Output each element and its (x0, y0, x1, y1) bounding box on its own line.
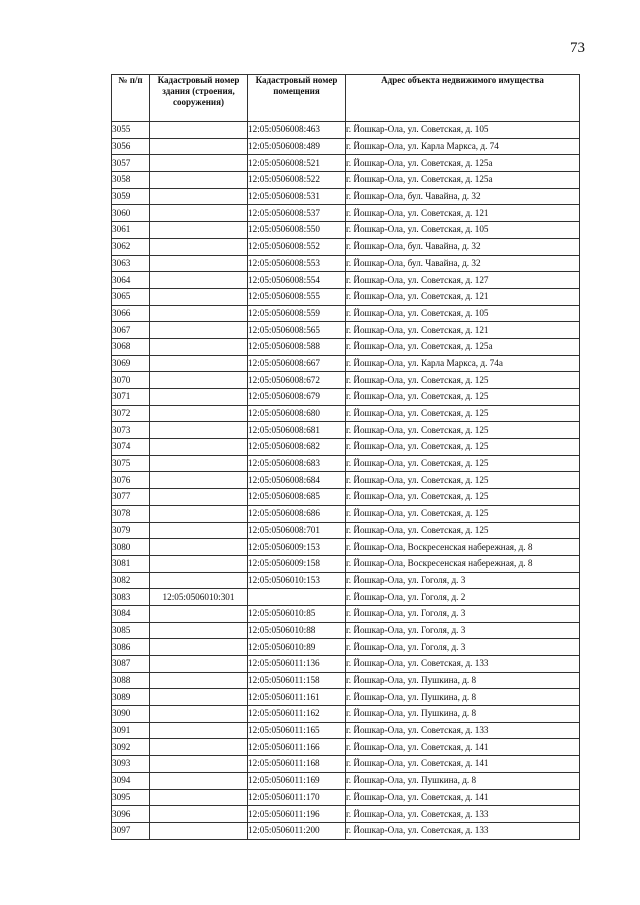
building-cadastral-cell (150, 355, 248, 372)
table-row (112, 138, 580, 155)
address-cell: г. Йошкар-Ола, ул. Гоголя, д. 3 (346, 639, 580, 656)
room-cadastral-cell: 12:05:0506011:196 (248, 806, 346, 823)
room-cadastral-cell: 12:05:0506011:158 (248, 672, 346, 689)
building-cadastral-cell (150, 689, 248, 706)
building-cadastral-cell (150, 255, 248, 272)
row-number-cell: 3062 (112, 238, 150, 255)
building-cadastral-cell (150, 405, 248, 422)
room-cadastral-cell: 12:05:0506011:200 (248, 822, 346, 839)
row-number-cell: 3091 (112, 722, 150, 739)
address-cell: г. Йошкар-Ола, Воскресенская набережная, д. 8 (346, 555, 580, 572)
table-row (112, 672, 580, 689)
address-cell: г. Йошкар-Ола, ул. Советская, д. 127 (346, 272, 580, 289)
table-row (112, 338, 580, 355)
room-cadastral-cell: 12:05:0506008:684 (248, 472, 346, 489)
row-number-cell: 3078 (112, 505, 150, 522)
address-cell: г. Йошкар-Ола, ул. Советская, д. 125 (346, 372, 580, 389)
address-cell: г. Йошкар-Ола, ул. Советская, д. 121 (346, 322, 580, 339)
room-cadastral-cell: 12:05:0506008:588 (248, 338, 346, 355)
building-cadastral-cell (150, 155, 248, 172)
building-cadastral-cell (150, 522, 248, 539)
address-cell: г. Йошкар-Ола, ул. Советская, д. 121 (346, 205, 580, 222)
row-number-cell: 3087 (112, 656, 150, 673)
address-cell: г. Йошкар-Ола, ул. Гоголя, д. 2 (346, 589, 580, 606)
table-row (112, 489, 580, 506)
table-row (112, 255, 580, 272)
address-cell: г. Йошкар-Ола, ул. Советская, д. 141 (346, 756, 580, 773)
header-room-cadastral: Кадастровый номер помещения (248, 75, 346, 122)
building-cadastral-cell (150, 472, 248, 489)
room-cadastral-cell: 12:05:0506011:166 (248, 739, 346, 756)
table-row (112, 555, 580, 572)
building-cadastral-cell (150, 288, 248, 305)
room-cadastral-cell: 12:05:0506008:521 (248, 155, 346, 172)
row-number-cell: 3085 (112, 622, 150, 639)
address-cell: г. Йошкар-Ола, ул. Советская, д. 125 (346, 389, 580, 406)
row-number-cell: 3061 (112, 222, 150, 239)
address-cell: г. Йошкар-Ола, ул. Советская, д. 125а (346, 338, 580, 355)
room-cadastral-cell: 12:05:0506008:554 (248, 272, 346, 289)
row-number-cell: 3059 (112, 188, 150, 205)
row-number-cell: 3066 (112, 305, 150, 322)
table-row (112, 722, 580, 739)
row-number-cell: 3076 (112, 472, 150, 489)
building-cadastral-cell (150, 305, 248, 322)
room-cadastral-cell: 12:05:0506011:162 (248, 706, 346, 723)
room-cadastral-cell: 12:05:0506008:522 (248, 172, 346, 189)
address-cell: г. Йошкар-Ола, ул. Советская, д. 105 (346, 222, 580, 239)
table-row (112, 188, 580, 205)
row-number-cell: 3071 (112, 389, 150, 406)
row-number-cell: 3079 (112, 522, 150, 539)
row-number-cell: 3084 (112, 605, 150, 622)
address-cell: г. Йошкар-Ола, ул. Пушкина, д. 8 (346, 772, 580, 789)
room-cadastral-cell: 12:05:0506010:88 (248, 622, 346, 639)
table-row (112, 706, 580, 723)
room-cadastral-cell: 12:05:0506008:685 (248, 489, 346, 506)
address-cell: г. Йошкар-Ола, ул. Советская, д. 141 (346, 789, 580, 806)
address-cell: г. Йошкар-Ола, ул. Советская, д. 125а (346, 155, 580, 172)
room-cadastral-cell (248, 589, 346, 606)
building-cadastral-cell (150, 205, 248, 222)
room-cadastral-cell: 12:05:0506008:463 (248, 122, 346, 139)
building-cadastral-cell (150, 739, 248, 756)
table-row (112, 405, 580, 422)
row-number-cell: 3083 (112, 589, 150, 606)
building-cadastral-cell (150, 122, 248, 139)
building-cadastral-cell (150, 822, 248, 839)
row-number-cell: 3089 (112, 689, 150, 706)
room-cadastral-cell: 12:05:0506009:158 (248, 555, 346, 572)
room-cadastral-cell: 12:05:0506008:680 (248, 405, 346, 422)
table-row (112, 689, 580, 706)
address-cell: г. Йошкар-Ола, ул. Советская, д. 105 (346, 122, 580, 139)
room-cadastral-cell: 12:05:0506008:701 (248, 522, 346, 539)
room-cadastral-cell: 12:05:0506008:552 (248, 238, 346, 255)
building-cadastral-cell: 12:05:0506010:301 (150, 589, 248, 606)
building-cadastral-cell (150, 672, 248, 689)
building-cadastral-cell (150, 639, 248, 656)
table-row (112, 639, 580, 656)
room-cadastral-cell: 12:05:0506008:555 (248, 288, 346, 305)
row-number-cell: 3067 (112, 322, 150, 339)
table-row (112, 155, 580, 172)
table-row (112, 656, 580, 673)
table-row (112, 439, 580, 456)
row-number-cell: 3065 (112, 288, 150, 305)
building-cadastral-cell (150, 772, 248, 789)
header-building-cadastral: Кадастровый номер здания (строения, сооружения) (150, 75, 248, 122)
room-cadastral-cell: 12:05:0506008:686 (248, 505, 346, 522)
room-cadastral-cell: 12:05:0506008:559 (248, 305, 346, 322)
building-cadastral-cell (150, 605, 248, 622)
row-number-cell: 3080 (112, 539, 150, 556)
table-row (112, 322, 580, 339)
table-row (112, 772, 580, 789)
room-cadastral-cell: 12:05:0506011:161 (248, 689, 346, 706)
table-row (112, 539, 580, 556)
address-cell: г. Йошкар-Ола, ул. Советская, д. 125 (346, 405, 580, 422)
address-cell: г. Йошкар-Ола, ул. Советская, д. 125 (346, 522, 580, 539)
building-cadastral-cell (150, 372, 248, 389)
address-cell: г. Йошкар-Ола, ул. Советская, д. 125 (346, 505, 580, 522)
row-number-cell: 3097 (112, 822, 150, 839)
row-number-cell: 3092 (112, 739, 150, 756)
address-cell: г. Йошкар-Ола, Воскресенская набережная, д. 8 (346, 539, 580, 556)
row-number-cell: 3069 (112, 355, 150, 372)
building-cadastral-cell (150, 172, 248, 189)
row-number-cell: 3056 (112, 138, 150, 155)
table-row (112, 806, 580, 823)
building-cadastral-cell (150, 622, 248, 639)
table-row (112, 305, 580, 322)
header-num: № п/п (112, 75, 150, 122)
row-number-cell: 3063 (112, 255, 150, 272)
building-cadastral-cell (150, 505, 248, 522)
address-cell: г. Йошкар-Ола, ул. Гоголя, д. 3 (346, 622, 580, 639)
table-row (112, 355, 580, 372)
row-number-cell: 3077 (112, 489, 150, 506)
address-cell: г. Йошкар-Ола, бул. Чавайна, д. 32 (346, 255, 580, 272)
room-cadastral-cell: 12:05:0506010:85 (248, 605, 346, 622)
building-cadastral-cell (150, 706, 248, 723)
table-row (112, 822, 580, 839)
address-cell: г. Йошкар-Ола, ул. Карла Маркса, д. 74а (346, 355, 580, 372)
room-cadastral-cell: 12:05:0506011:169 (248, 772, 346, 789)
building-cadastral-cell (150, 455, 248, 472)
row-number-cell: 3082 (112, 572, 150, 589)
building-cadastral-cell (150, 555, 248, 572)
building-cadastral-cell (150, 722, 248, 739)
room-cadastral-cell: 12:05:0506008:550 (248, 222, 346, 239)
table-row (112, 505, 580, 522)
building-cadastral-cell (150, 572, 248, 589)
room-cadastral-cell: 12:05:0506009:153 (248, 539, 346, 556)
table-row (112, 372, 580, 389)
building-cadastral-cell (150, 489, 248, 506)
address-cell: г. Йошкар-Ола, ул. Советская, д. 133 (346, 656, 580, 673)
building-cadastral-cell (150, 338, 248, 355)
table-body (112, 122, 580, 840)
room-cadastral-cell: 12:05:0506008:565 (248, 322, 346, 339)
building-cadastral-cell (150, 389, 248, 406)
building-cadastral-cell (150, 138, 248, 155)
address-cell: г. Йошкар-Ола, ул. Пушкина, д. 8 (346, 706, 580, 723)
table-row (112, 238, 580, 255)
row-number-cell: 3075 (112, 455, 150, 472)
address-cell: г. Йошкар-Ола, бул. Чавайна, д. 32 (346, 238, 580, 255)
room-cadastral-cell: 12:05:0506008:681 (248, 422, 346, 439)
table-row (112, 205, 580, 222)
building-cadastral-cell (150, 656, 248, 673)
table-row (112, 222, 580, 239)
address-cell: г. Йошкар-Ола, ул. Советская, д. 125 (346, 489, 580, 506)
row-number-cell: 3057 (112, 155, 150, 172)
header-address: Адрес объекта недвижимого имущества (346, 75, 580, 122)
address-cell: г. Йошкар-Ола, ул. Советская, д. 125а (346, 172, 580, 189)
address-cell: г. Йошкар-Ола, ул. Советская, д. 125 (346, 422, 580, 439)
room-cadastral-cell: 12:05:0506010:153 (248, 572, 346, 589)
row-number-cell: 3068 (112, 338, 150, 355)
row-number-cell: 3088 (112, 672, 150, 689)
address-cell: г. Йошкар-Ола, ул. Советская, д. 133 (346, 722, 580, 739)
building-cadastral-cell (150, 222, 248, 239)
table-row (112, 272, 580, 289)
table-row (112, 172, 580, 189)
table-row (112, 789, 580, 806)
address-cell: г. Йошкар-Ола, ул. Советская, д. 105 (346, 305, 580, 322)
room-cadastral-cell: 12:05:0506008:683 (248, 455, 346, 472)
address-cell: г. Йошкар-Ола, ул. Пушкина, д. 8 (346, 689, 580, 706)
room-cadastral-cell: 12:05:0506011:165 (248, 722, 346, 739)
address-cell: г. Йошкар-Ола, ул. Карла Маркса, д. 74 (346, 138, 580, 155)
room-cadastral-cell: 12:05:0506010:89 (248, 639, 346, 656)
row-number-cell: 3095 (112, 789, 150, 806)
address-cell: г. Йошкар-Ола, ул. Советская, д. 133 (346, 822, 580, 839)
address-cell: г. Йошкар-Ола, ул. Гоголя, д. 3 (346, 572, 580, 589)
table-header (112, 75, 580, 122)
table-row (112, 756, 580, 773)
table-row (112, 422, 580, 439)
property-registry-table (111, 74, 580, 840)
table-row (112, 122, 580, 139)
building-cadastral-cell (150, 756, 248, 773)
room-cadastral-cell: 12:05:0506011:136 (248, 656, 346, 673)
address-cell: г. Йошкар-Ола, ул. Советская, д. 125 (346, 472, 580, 489)
row-number-cell: 3090 (112, 706, 150, 723)
room-cadastral-cell: 12:05:0506008:531 (248, 188, 346, 205)
building-cadastral-cell (150, 789, 248, 806)
building-cadastral-cell (150, 322, 248, 339)
building-cadastral-cell (150, 806, 248, 823)
room-cadastral-cell: 12:05:0506008:553 (248, 255, 346, 272)
row-number-cell: 3070 (112, 372, 150, 389)
row-number-cell: 3072 (112, 405, 150, 422)
row-number-cell: 3073 (112, 422, 150, 439)
row-number-cell: 3060 (112, 205, 150, 222)
room-cadastral-cell: 12:05:0506008:672 (248, 372, 346, 389)
row-number-cell: 3058 (112, 172, 150, 189)
row-number-cell: 3055 (112, 122, 150, 139)
building-cadastral-cell (150, 539, 248, 556)
row-number-cell: 3094 (112, 772, 150, 789)
address-cell: г. Йошкар-Ола, ул. Пушкина, д. 8 (346, 672, 580, 689)
room-cadastral-cell: 12:05:0506008:679 (248, 389, 346, 406)
row-number-cell: 3074 (112, 439, 150, 456)
table-row (112, 472, 580, 489)
room-cadastral-cell: 12:05:0506008:537 (248, 205, 346, 222)
address-cell: г. Йошкар-Ола, ул. Советская, д. 121 (346, 288, 580, 305)
address-cell: г. Йошкар-Ола, ул. Гоголя, д. 3 (346, 605, 580, 622)
address-cell: г. Йошкар-Ола, ул. Советская, д. 141 (346, 739, 580, 756)
room-cadastral-cell: 12:05:0506008:682 (248, 439, 346, 456)
table-row (112, 455, 580, 472)
address-cell: г. Йошкар-Ола, ул. Советская, д. 133 (346, 806, 580, 823)
building-cadastral-cell (150, 272, 248, 289)
building-cadastral-cell (150, 422, 248, 439)
table-row (112, 572, 580, 589)
table-row (112, 622, 580, 639)
room-cadastral-cell: 12:05:0506008:489 (248, 138, 346, 155)
building-cadastral-cell (150, 238, 248, 255)
address-cell: г. Йошкар-Ола, ул. Советская, д. 125 (346, 455, 580, 472)
header-row (112, 75, 580, 122)
table-row (112, 288, 580, 305)
room-cadastral-cell: 12:05:0506011:170 (248, 789, 346, 806)
row-number-cell: 3081 (112, 555, 150, 572)
address-cell: г. Йошкар-Ола, ул. Советская, д. 125 (346, 439, 580, 456)
page-number: 73 (570, 40, 585, 56)
table-row (112, 389, 580, 406)
table-row (112, 605, 580, 622)
table-row (112, 589, 580, 606)
room-cadastral-cell: 12:05:0506011:168 (248, 756, 346, 773)
row-number-cell: 3093 (112, 756, 150, 773)
table-row (112, 739, 580, 756)
room-cadastral-cell: 12:05:0506008:667 (248, 355, 346, 372)
address-cell: г. Йошкар-Ола, бул. Чавайна, д. 32 (346, 188, 580, 205)
building-cadastral-cell (150, 188, 248, 205)
row-number-cell: 3064 (112, 272, 150, 289)
row-number-cell: 3096 (112, 806, 150, 823)
table-row (112, 522, 580, 539)
row-number-cell: 3086 (112, 639, 150, 656)
building-cadastral-cell (150, 439, 248, 456)
